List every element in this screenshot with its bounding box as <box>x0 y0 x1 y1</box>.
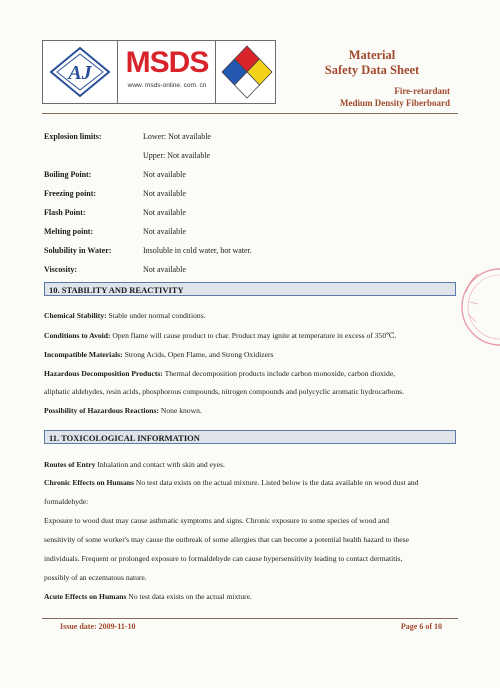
title-line-2: Safety Data Sheet <box>324 63 420 77</box>
chronic-effects <box>44 478 464 488</box>
chemical-stability-text: Stable under normal conditions. <box>106 311 206 320</box>
exposure-line: possibly of an eczematous nature. <box>44 573 147 582</box>
exposure-line: individuals. Frequent or prolonged exposure to formaldehyde can cause hypersensitivity leading to contact dermatitis, <box>44 554 403 563</box>
property-label: Solubility in Water: <box>44 246 112 255</box>
section-11-heading: 11. TOXICOLOGICAL INFORMATION <box>44 430 456 444</box>
conditions-label: Conditions to Avoid: <box>44 331 111 340</box>
hazardous-reactions <box>44 406 464 416</box>
title-line-1: Material <box>348 48 396 62</box>
acute-text: No test data exists on the actual mixture. <box>126 592 252 601</box>
property-row <box>44 260 444 279</box>
product-line-1: Fire-retardant <box>394 86 450 96</box>
exposure-line: Exposure to wood dust may cause asthmatic symptoms and signs. Chronic exposure to some species of wood and <box>44 516 390 525</box>
aj-logo-icon <box>49 46 111 98</box>
company-seal-icon <box>456 262 500 352</box>
property-row <box>44 241 444 260</box>
decomposition-products-cont: aliphatic aldehydes, resin acids, phosphorous compounds, nitrogen compounds and polycyclic aromatic hydrocarbons. <box>44 387 404 396</box>
msds-logo-text: MSDS <box>125 46 209 79</box>
chemical-stability <box>44 311 464 321</box>
chronic-label: Chronic Effects on Humans <box>44 478 134 487</box>
property-label: Freezing point: <box>44 189 97 198</box>
header-logo-box <box>42 40 276 104</box>
property-label: Melting point: <box>44 227 94 236</box>
conditions-text: Open flame will cause product to char. Product may ignite at temperature in excess of 350℃. <box>110 331 397 340</box>
section-10-heading: 10. STABILITY AND REACTIVITY <box>44 282 456 296</box>
reactions-label: Possibility of Hazardous Reactions: <box>44 406 159 415</box>
property-label: Explosion limits: <box>44 132 102 141</box>
property-value: Not available <box>143 170 186 179</box>
footer-rule <box>42 618 458 619</box>
property-value: Upper: Not available <box>143 151 211 160</box>
exposure-line: sensitivity of some worker's may cause the outbreak of some allergies that can become a potential health hazard to these <box>44 535 409 544</box>
property-label: Boiling Point: <box>44 170 92 179</box>
incompatible-materials <box>44 350 464 360</box>
property-value: Not available <box>143 265 186 274</box>
decomposition-label: Hazardous Decomposition Products: <box>44 369 163 378</box>
conditions-to-avoid <box>44 331 464 341</box>
routes-of-entry <box>44 460 464 470</box>
property-label: Viscosity: <box>44 265 78 274</box>
document-title <box>302 48 442 78</box>
product-line-2: Medium Density Fiberboard <box>340 98 450 108</box>
chronic-effects-cont: formaldehyde: <box>44 497 89 506</box>
physical-properties <box>44 127 444 279</box>
property-value: Lower: Not available <box>143 132 211 141</box>
property-value: Not available <box>143 227 186 236</box>
property-row <box>44 146 444 165</box>
property-row <box>44 203 444 222</box>
property-row <box>44 184 444 203</box>
logo-divider <box>117 41 118 103</box>
incompatible-text: Strong Acids, Open Flame, and Strong Oxidizers <box>122 350 274 359</box>
reactions-text: None known. <box>158 406 202 415</box>
property-row <box>44 222 444 241</box>
issue-date: Issue date: 2009-11-10 <box>60 622 136 631</box>
header-rule <box>42 113 458 114</box>
chemical-stability-label: Chemical Stability: <box>44 311 107 320</box>
routes-text: Inhalation and contact with skin and eyes. <box>95 460 225 469</box>
routes-label: Routes of Entry <box>44 460 96 469</box>
decomposition-products <box>44 369 464 379</box>
chronic-text: No test data exists on the actual mixture. Listed below is the data available on wood dust and <box>133 478 419 487</box>
property-value: Not available <box>143 208 186 217</box>
property-value: Not available <box>143 189 186 198</box>
product-name <box>340 85 450 109</box>
incompatible-label: Incompatible Materials: <box>44 350 123 359</box>
property-label: Flash Point: <box>44 208 86 217</box>
page-number: Page 6 of 10 <box>400 622 442 631</box>
property-value: Insoluble in cold water, hot water. <box>143 246 252 255</box>
logo-divider <box>215 41 216 103</box>
svg-text:AJ: AJ <box>68 62 92 84</box>
decomposition-text: Thermal decomposition products include carbon monoxide, carbon dioxide, <box>162 369 396 378</box>
msds-logo-url: www. msds-online. com. cn <box>127 82 207 89</box>
nfpa-diamond-icon <box>221 45 273 99</box>
acute-effects <box>44 592 464 602</box>
property-row <box>44 127 444 146</box>
property-row <box>44 165 444 184</box>
acute-label: Acute Effects on Humans <box>44 592 127 601</box>
